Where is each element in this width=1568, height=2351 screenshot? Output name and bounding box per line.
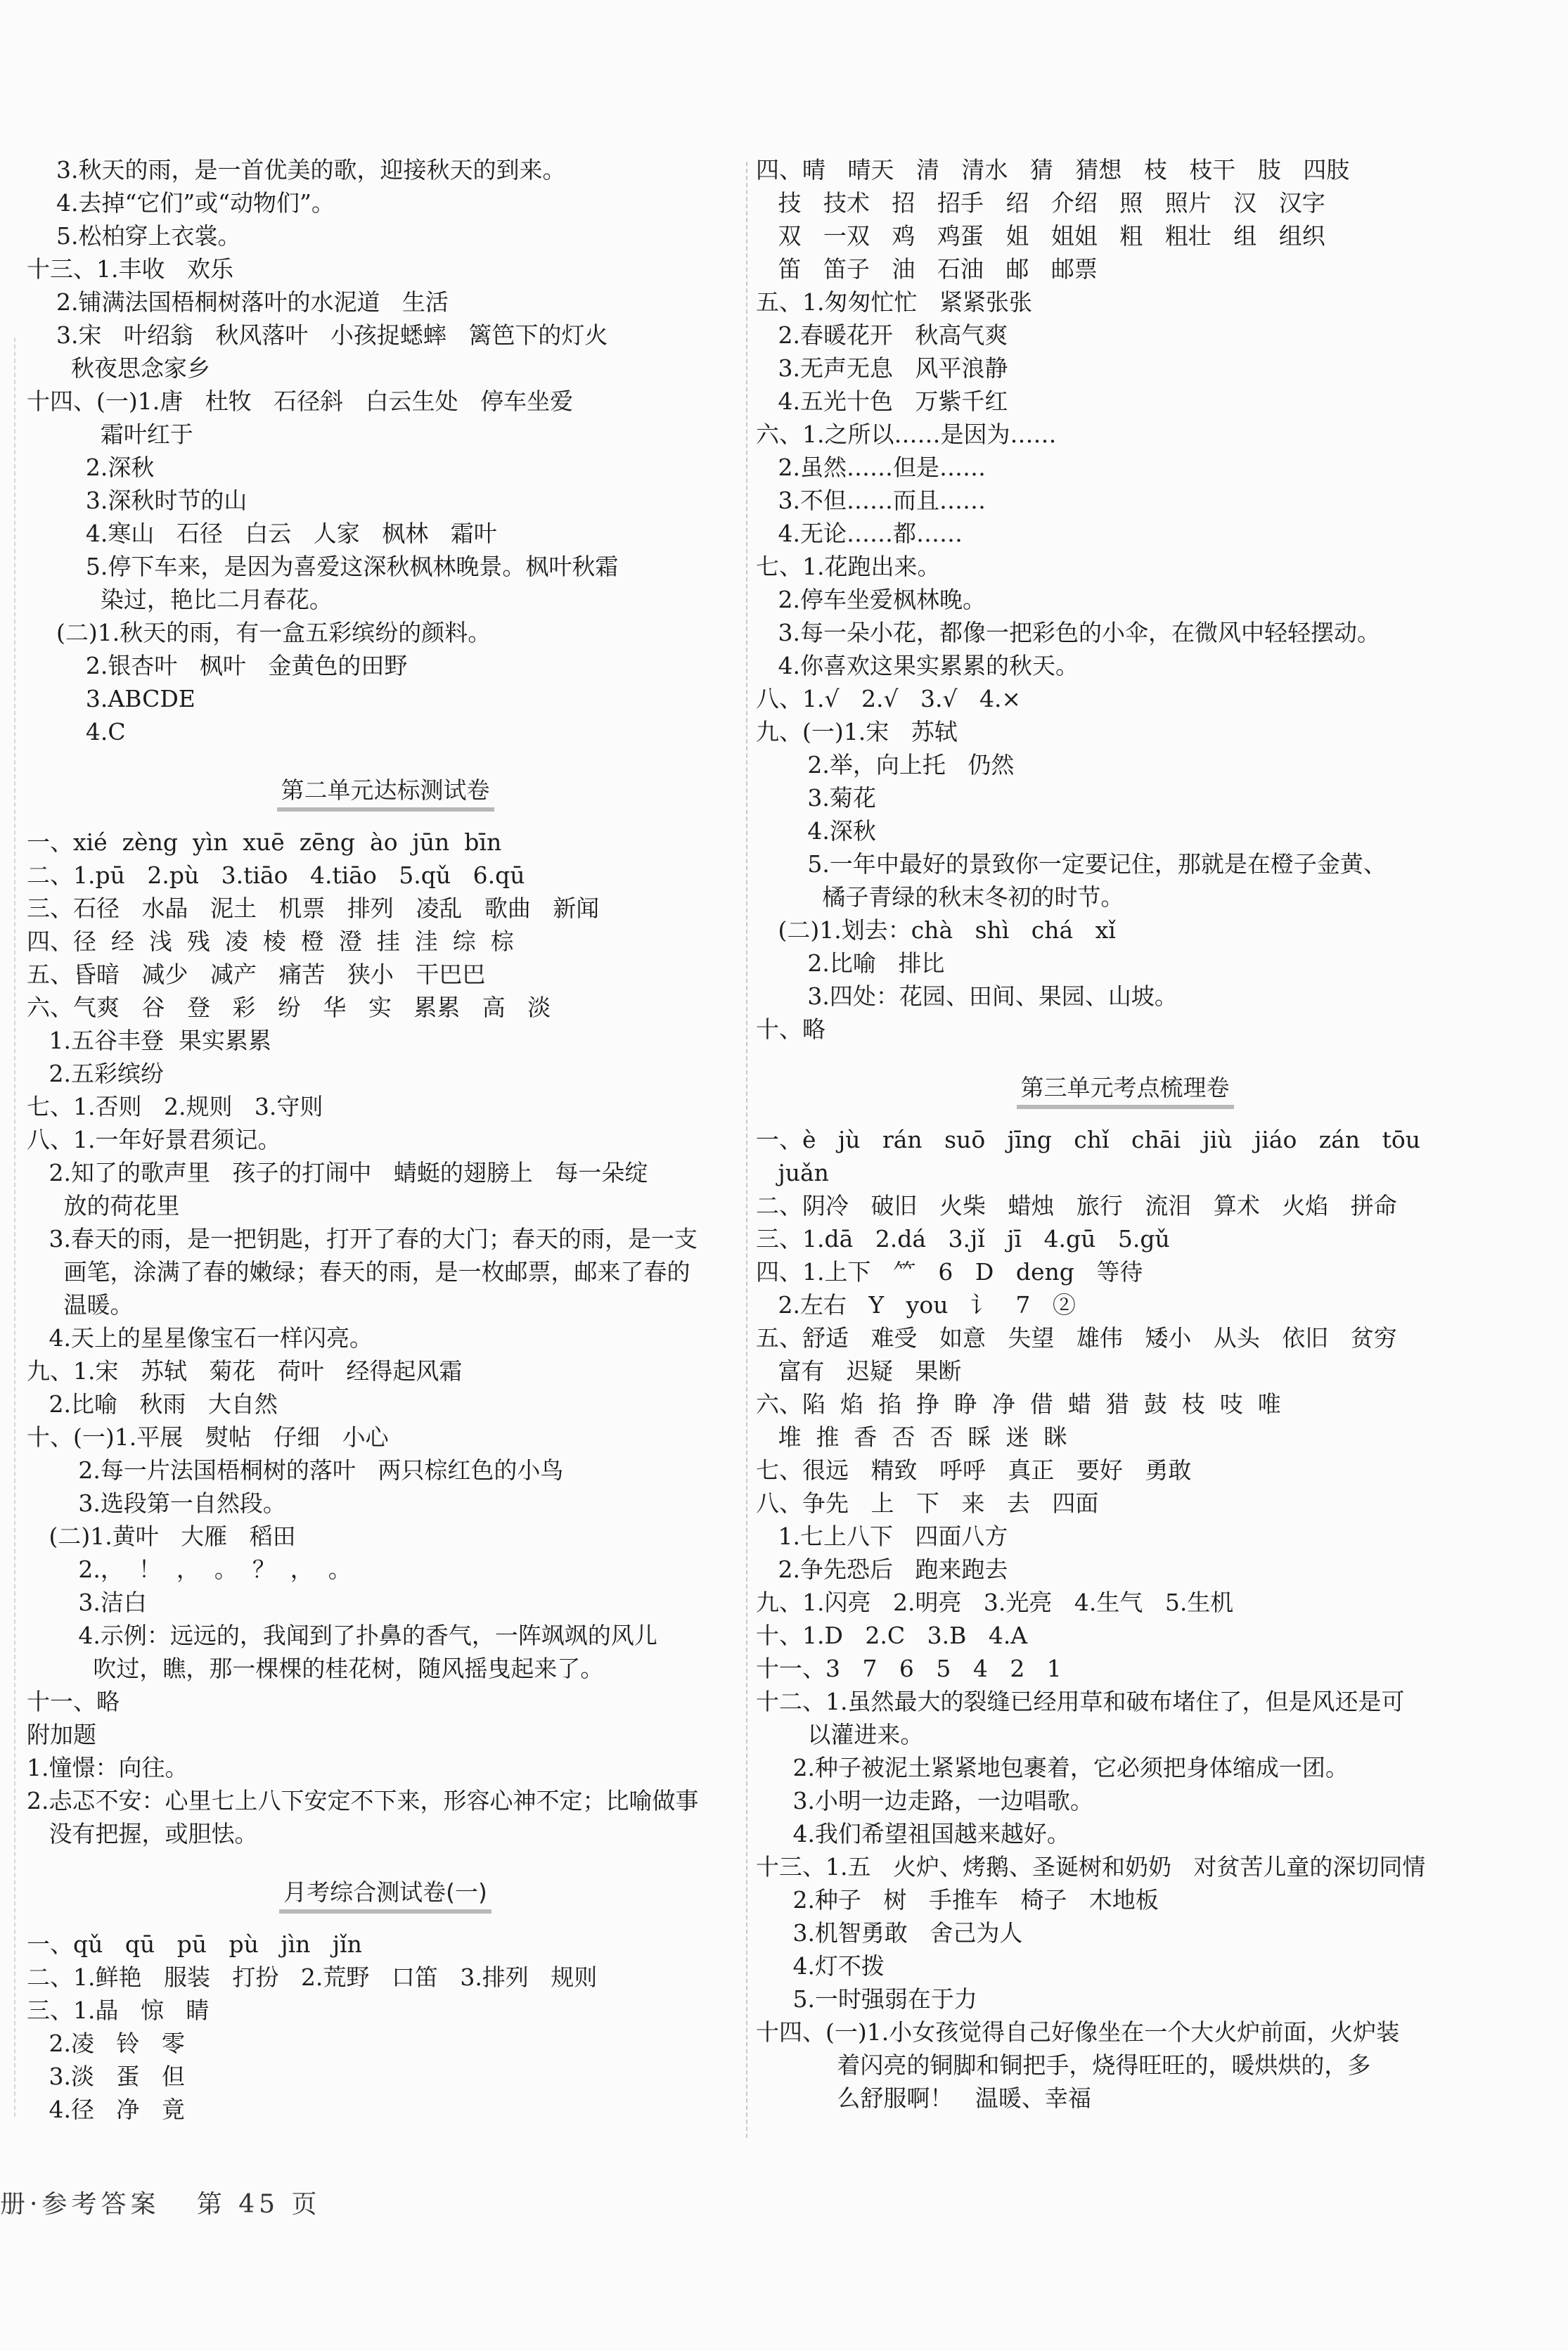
- answer-line: 十二、1.虽然最大的裂缝已经用草和破布堵住了，但是风还是可: [756, 1688, 1405, 1715]
- answer-line: 1.五谷丰登 果实累累: [27, 1027, 271, 1054]
- answer-line: 4.寒山 石径 白云 人家 枫林 霜叶: [27, 520, 497, 547]
- answer-line: 4.无论……都……: [756, 520, 963, 547]
- answer-line: 十四、(一)1.小女孩觉得自己好像坐在一个大火炉前面，火炉装: [756, 2018, 1400, 2046]
- answer-line: 八、1.一年好景君须记。: [27, 1126, 281, 1153]
- answer-line: 五、1.匆匆忙忙 紧紧张张: [756, 288, 1032, 316]
- answer-line: 3.每一朵小花，都像一把彩色的小伞，在微风中轻轻摆动。: [756, 619, 1380, 646]
- answer-line: 一、qǔ qū pū pù jìn jǐn: [27, 1930, 362, 1958]
- answer-line: 3.宋 叶绍翁 秋风落叶 小孩捉蟋蟀 篱笆下的灯火: [27, 321, 608, 349]
- answer-line: 3.ABCDE: [27, 685, 195, 712]
- answers-block: [27, 153, 744, 748]
- answer-line: 六、1.之所以……是因为……: [756, 421, 1057, 448]
- answer-line: 十四、(一)1.唐 杜牧 石径斜 白云生处 停车坐爱: [27, 387, 574, 415]
- answer-line: 十一、3 7 6 5 4 2 1: [756, 1655, 1062, 1682]
- answer-line: 九、(一)1.宋 苏轼: [756, 718, 958, 745]
- answer-line: 4.灯不拨: [756, 1952, 885, 1980]
- answer-line: 七、1.否则 2.规则 3.守则: [27, 1093, 323, 1120]
- answer-line: 5.一年中最好的景致你一定要记住，那就是在橙子金黄、: [756, 850, 1387, 878]
- answer-line: 3.菊花: [756, 784, 876, 812]
- answer-line: 3.淡 蛋 但: [27, 2063, 185, 2090]
- answer-line: 二、阴冷 破旧 火柴 蜡烛 旅行 流泪 算术 火焰 拼命: [756, 1192, 1397, 1219]
- answer-line: 染过，艳比二月春花。: [27, 586, 333, 613]
- answer-line: 2.银杏叶 枫叶 金黄色的田野: [27, 652, 408, 679]
- answer-line: 3.不但……而且……: [756, 487, 986, 514]
- answer-line: 十三、1.丰收 欢乐: [27, 255, 233, 283]
- binding-mark: [14, 338, 15, 2117]
- answer-line: 2.种子被泥土紧紧地包裹着，它必须把身体缩成一团。: [756, 1754, 1349, 1781]
- answer-line: 放的荷花里: [27, 1192, 180, 1219]
- answer-line: 2.停车坐爱枫林晚。: [756, 586, 986, 613]
- answer-line: (二)1.划去：chà shì chá xǐ: [756, 916, 1116, 944]
- answer-line: 堆 推 香 否 否 睬 迷 眯: [756, 1423, 1067, 1451]
- answer-line: 5.停下车来，是因为喜爱这深秋枫林晚景。枫叶秋霜: [27, 553, 619, 580]
- left-column: [27, 153, 744, 2126]
- answer-line: 十三、1.五 火炉、烤鹅、圣诞树和奶奶 对贫苦儿童的深切同情: [756, 1853, 1426, 1881]
- answer-line: 2.深秋: [27, 454, 155, 481]
- answer-line: 附加题: [27, 1721, 96, 1748]
- right-column: [756, 153, 1494, 2115]
- answer-line: 1.憧憬：向往。: [27, 1754, 188, 1781]
- answer-line: 么舒服啊！ 温暖、幸福: [756, 2084, 1091, 2112]
- answer-line: 2.种子 树 手推车 椅子 木地板: [756, 1886, 1159, 1914]
- answer-line: 2.每一片法国梧桐树的落叶 两只棕红色的小鸟: [27, 1456, 564, 1484]
- answer-line: 2.比喻 排比: [756, 949, 945, 977]
- section-title: 月考综合测试卷(一): [27, 1876, 744, 1914]
- section-title: 第二单元达标测试卷: [27, 774, 744, 812]
- answer-line: 2.五彩缤纷: [27, 1060, 164, 1087]
- answer-line: 2.， ！ ， 。 ？ ， 。: [27, 1556, 352, 1583]
- answer-line: 2.凌 铃 零: [27, 2030, 185, 2057]
- answer-line: 3.春天的雨，是一把钥匙，打开了春的大门；春天的雨，是一支: [27, 1225, 698, 1253]
- answer-line: 4.你喜欢这果实累累的秋天。: [756, 652, 1079, 679]
- answers-block: [27, 826, 744, 1850]
- answer-line: 2.铺满法国梧桐树落叶的水泥道 生活: [27, 288, 449, 316]
- answer-line: 4.去掉“它们”或“动物们”。: [27, 189, 335, 217]
- answer-line: 三、1.dā 2.dá 3.jǐ jī 4.gū 5.gǔ: [756, 1225, 1170, 1253]
- answer-line: 一、xié zèng yìn xuē zēng ào jūn bīn: [27, 828, 502, 856]
- answer-line: 九、1.闪亮 2.明亮 3.光亮 4.生气 5.生机: [756, 1589, 1234, 1616]
- answer-line: 着闪亮的铜脚和铜把手，烧得旺旺的，暖烘烘的，多: [756, 2051, 1371, 2079]
- column-divider: [746, 162, 747, 2138]
- answer-line: 一、è jù rán suō jīng chǐ chāi jiù jiáo zán tōu: [756, 1126, 1420, 1153]
- answers-block: [27, 1928, 744, 2126]
- answer-line: 3.机智勇敢 舍己为人: [756, 1919, 1023, 1947]
- answer-line: 2.知了的歌声里 孩子的打闹中 蜻蜓的翅膀上 每一朵绽: [27, 1159, 648, 1186]
- answer-line: 2.比喻 秋雨 大自然: [27, 1390, 278, 1418]
- answer-line: 1.七上八下 四面八方: [756, 1523, 1008, 1550]
- answer-line: 四、晴 晴天 清 清水 猜 猜想 枝 枝干 肢 四肢: [756, 156, 1350, 184]
- answer-line: 九、1.宋 苏轼 菊花 荷叶 经得起风霜: [27, 1357, 463, 1385]
- answer-line: 七、很远 精致 呼呼 真正 要好 勇敢: [756, 1456, 1192, 1484]
- answer-line: 四、径 经 浅 残 凌 棱 橙 澄 挂 洼 综 棕: [27, 928, 514, 955]
- answer-line: 五、舒适 难受 如意 失望 雄伟 矮小 从头 依旧 贫穷: [756, 1324, 1397, 1352]
- answer-line: 3.无声无息 风平浪静: [756, 354, 1008, 382]
- answer-line: 2.忐忑不安：心里七上八下安定不下来，形容心神不定；比喻做事: [27, 1787, 699, 1814]
- answer-line: 十一、略: [27, 1688, 120, 1715]
- answer-line: 双 一双 鸡 鸡蛋 姐 姐姐 粗 粗壮 组 组织: [756, 222, 1325, 250]
- answer-line: 4.五光十色 万紫千红: [756, 387, 1008, 415]
- answer-line: 十、1.D 2.C 3.B 4.A: [756, 1622, 1028, 1649]
- answer-line: 2.虽然……但是……: [756, 454, 986, 481]
- answer-line: 六、陷 焰 掐 挣 睁 净 借 蜡 猎 鼓 枝 吱 唯: [756, 1390, 1281, 1418]
- answer-line: 2.春暖花开 秋高气爽: [756, 321, 1008, 349]
- answer-line: 4.天上的星星像宝石一样闪亮。: [27, 1324, 373, 1352]
- answer-line: 3.深秋时节的山: [27, 487, 248, 514]
- answer-line: 霜叶红于: [27, 421, 193, 448]
- answer-line: (二)1.秋天的雨，有一盒五彩缤纷的颜料。: [27, 619, 491, 646]
- answer-line: 2.左右 Y you 讠 7 ②: [756, 1291, 1076, 1319]
- answer-line: 十、略: [756, 1016, 825, 1043]
- answer-line: 吹过，瞧，那一棵棵的桂花树，随风摇曳起来了。: [27, 1655, 604, 1682]
- answer-line: 富有 迟疑 果断: [756, 1357, 962, 1385]
- answer-line: 2.争先恐后 跑来跑去: [756, 1556, 1008, 1583]
- answer-line: 八、1.√ 2.√ 3.√ 4.×: [756, 685, 1022, 712]
- answer-line: 画笔，涂满了春的嫩绿；春天的雨，是一枚邮票，邮来了春的: [27, 1258, 690, 1286]
- answer-line: 八、争先 上 下 来 去 四面: [756, 1490, 1099, 1517]
- answer-line: 以灌进来。: [756, 1721, 924, 1748]
- answer-line: 5.一时强弱在于力: [756, 1985, 977, 2013]
- answer-line: 二、1.鲜艳 服装 打扮 2.荒野 口笛 3.排列 规则: [27, 1964, 598, 1991]
- answer-line: 4.径 净 竟: [27, 2096, 185, 2123]
- answer-line: 秋夜思念家乡: [27, 354, 210, 382]
- answer-line: 三、石径 水晶 泥土 机票 排列 凌乱 歌曲 新闻: [27, 895, 600, 922]
- answer-line: 2.举，向上托 仍然: [756, 751, 1015, 779]
- answer-line: juǎn: [756, 1159, 829, 1186]
- answer-line: 4.C: [27, 718, 126, 745]
- answer-line: 5.松柏穿上衣裳。: [27, 222, 241, 250]
- answer-line: 温暖。: [27, 1291, 134, 1319]
- answer-line: 二、1.pū 2.pù 3.tiāo 4.tiāo 5.qǔ 6.qū: [27, 861, 525, 889]
- answer-line: 笛 笛子 油 石油 邮 邮票: [756, 255, 1098, 283]
- answer-line: 三、1.晶 惊 睛: [27, 1997, 210, 2024]
- answer-line: 六、气爽 谷 登 彩 纷 华 实 累累 高 淡: [27, 994, 551, 1021]
- answer-line: (二)1.黄叶 大雁 稻田: [27, 1523, 296, 1550]
- section-title: 第三单元考点梳理卷: [756, 1071, 1494, 1109]
- answer-line: 3.选段第一自然段。: [27, 1490, 286, 1517]
- answer-line: 七、1.花跑出来。: [756, 553, 941, 580]
- answer-line: 3.洁白: [27, 1589, 147, 1616]
- answer-line: 五、昏暗 减少 减产 痛苦 狭小 干巴巴: [27, 961, 486, 988]
- answer-line: 十、(一)1.平展 熨帖 仔细 小心: [27, 1423, 389, 1451]
- answer-line: 技 技术 招 招手 绍 介绍 照 照片 汉 汉字: [756, 189, 1325, 217]
- page-footer: 册·参考答案 第 45 页: [0, 2190, 321, 2219]
- answer-line: 4.深秋: [756, 817, 876, 845]
- answer-line: 橘子青绿的秋末冬初的时节。: [756, 883, 1124, 911]
- answer-line: 3.秋天的雨，是一首优美的歌，迎接秋天的到来。: [27, 156, 566, 184]
- answer-line: 4.我们希望祖国越来越好。: [756, 1820, 1070, 1847]
- answer-line: 3.小明一边走路，一边唱歌。: [756, 1787, 1093, 1814]
- answer-line: 四、1.上下 ⺮ 6 D deng 等待: [756, 1258, 1143, 1286]
- answer-line: 没有把握，或胆怯。: [27, 1820, 258, 1847]
- answer-line: 4.示例：远远的，我闻到了扑鼻的香气，一阵飒飒的风儿: [27, 1622, 657, 1649]
- answers-block: [756, 1123, 1494, 2115]
- answers-block: [756, 153, 1494, 1046]
- answer-line: 3.四处：花园、田间、果园、山坡。: [756, 982, 1178, 1010]
